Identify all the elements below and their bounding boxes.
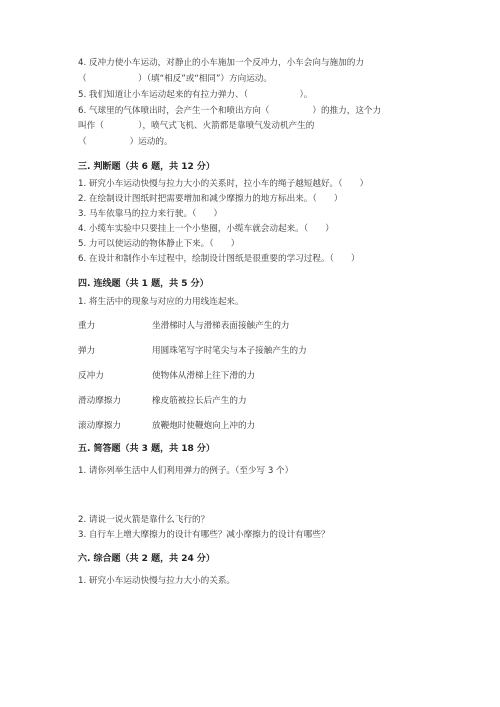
question-5: 5. 我们知道让小车运动起来的有拉力弹力、（ ）。: [78, 90, 313, 100]
force-label-rolling-friction: 滚动摩擦力: [78, 421, 121, 431]
phenomenon-1: 坐滑梯时人与滑梯表面接触产生的力: [152, 321, 290, 331]
question-6-line2: 叫作（ ），喷气式飞机、火箭都是靠喷气发动机产生的: [78, 121, 315, 131]
force-label-sliding-friction: 滑动摩擦力: [78, 396, 121, 406]
judge-item-5: 5. 力可以使运动的物体静止下来。（ ）: [78, 239, 240, 249]
judge-item-6: 6. 在设计和制作小车过程中，绘制设计图纸是很重要的学习过程。（ ）: [78, 254, 360, 264]
question-6-line1: 6. 气球里的气体喷出时，会产生一个和喷出方向（ ）的推力，这个力: [78, 106, 382, 116]
force-label-elastic: 弹力: [78, 346, 96, 356]
judge-item-3: 3. 马车依靠马的拉力来行驶。（ ）: [78, 209, 223, 219]
phenomenon-3: 使物体从滑梯上往下滑的力: [152, 371, 256, 381]
question-6-line3: （ ）运动的。: [78, 137, 173, 147]
section-5-title: 五. 简答题（共 3 题，共 18 分）: [78, 444, 215, 454]
phenomenon-5: 放鞭炮时使鞭炮向上冲的力: [152, 421, 256, 431]
short-answer-3: 3. 自行车上增大摩擦力的设计有哪些？减小摩擦力的设计有哪些？: [78, 530, 330, 540]
comprehensive-1: 1. 研究小车运动快慢与拉力大小的关系。: [78, 576, 236, 586]
question-4-line1: 4. 反冲力使小车运动，对静止的小车施加一个反冲力，小车会向与施加的力: [78, 58, 364, 68]
force-label-recoil: 反冲力: [78, 371, 104, 381]
force-label-gravity: 重力: [78, 321, 96, 331]
short-answer-1: 1. 请你列举生活中人们利用弹力的例子。（至少写 3 个）: [78, 466, 294, 476]
question-4-line2: （ ）（填“相反”或“相同”）方向运动。: [78, 74, 272, 84]
phenomenon-2: 用圆珠笔写字时笔尖与本子接触产生的力: [152, 346, 307, 356]
section-3-title: 三. 判断题（共 6 题，共 12 分）: [78, 162, 215, 172]
matching-instruction: 1. 将生活中的现象与对应的力用线连起来。: [78, 297, 244, 307]
section-4-title: 四. 连线题（共 1 题，共 5 分）: [78, 279, 209, 289]
section-6-title: 六. 综合题（共 2 题，共 24 分）: [78, 554, 215, 564]
short-answer-2: 2. 请说一说火箭是靠什么飞行的？: [78, 515, 210, 525]
judge-item-1: 1. 研究小车运动快慢与拉力大小的关系时，拉小车的绳子越短越好。（ ）: [78, 179, 369, 189]
phenomenon-4: 橡皮筋被拉长后产生的力: [152, 396, 247, 406]
judge-item-2: 2. 在绘制设计图纸时把需要增加和减少摩擦力的地方标出来。（ ）: [78, 194, 343, 204]
judge-item-4: 4. 小缆车实验中只要挂上一个小垫圈，小缆车就会动起来。（ ）: [78, 224, 334, 234]
